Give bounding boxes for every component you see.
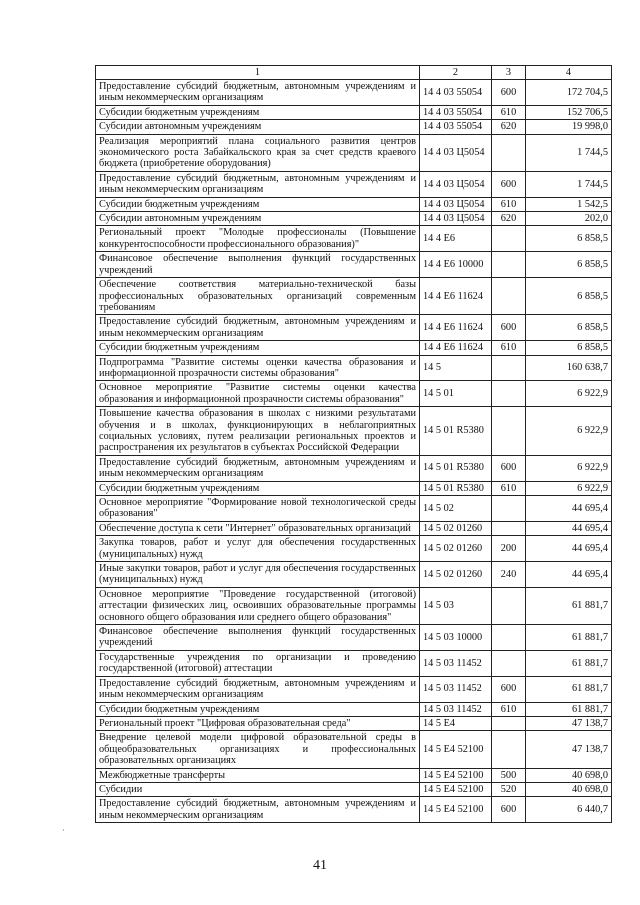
- row-name-cell: Предоставление субсидий бюджетным, автономным учреждениям и иным некоммерческим организациям: [96, 797, 420, 823]
- page-number: 41: [313, 858, 327, 873]
- row-expense-type-cell: [492, 278, 526, 315]
- row-expense-type-cell: [492, 252, 526, 278]
- row-code-cell: 14 5 02 01260: [420, 562, 492, 588]
- table-row: [96, 536, 612, 562]
- row-amount-cell: 61 881,7: [526, 625, 612, 651]
- table-row: [96, 197, 612, 211]
- table-row: [96, 407, 612, 456]
- table-row: [96, 650, 612, 676]
- row-amount-cell: 61 881,7: [526, 702, 612, 716]
- row-expense-type-cell: [492, 587, 526, 624]
- row-name-cell: Основное мероприятие "Проведение государственной (итоговой) аттестации физических лиц, освоивших образовательные программы основного общего образования или среднего общего образования": [96, 587, 420, 624]
- row-expense-type-cell: 610: [492, 197, 526, 211]
- row-code-cell: 14 5 03 10000: [420, 625, 492, 651]
- row-expense-type-cell: 610: [492, 341, 526, 355]
- table-row: [96, 105, 612, 119]
- row-amount-cell: 1 744,5: [526, 134, 612, 171]
- column-header: 4: [526, 66, 612, 80]
- row-name-cell: Субсидии автономным учреждениям: [96, 120, 420, 134]
- row-expense-type-cell: [492, 521, 526, 535]
- row-expense-type-cell: [492, 731, 526, 768]
- budget-table: [95, 65, 612, 823]
- row-name-cell: Иные закупки товаров, работ и услуг для обеспечения государственных (муниципальных) нужд: [96, 562, 420, 588]
- row-expense-type-cell: [492, 625, 526, 651]
- row-amount-cell: 152 706,5: [526, 105, 612, 119]
- table-row: [96, 676, 612, 702]
- table-row: [96, 455, 612, 481]
- row-amount-cell: 6 440,7: [526, 797, 612, 823]
- row-code-cell: 14 5 Е4 52100: [420, 782, 492, 796]
- row-expense-type-cell: 620: [492, 120, 526, 134]
- row-code-cell: 14 4 03 Ц5054: [420, 171, 492, 197]
- row-expense-type-cell: [492, 650, 526, 676]
- row-code-cell: 14 5 Е4 52100: [420, 731, 492, 768]
- row-expense-type-cell: 600: [492, 797, 526, 823]
- row-name-cell: Субсидии автономным учреждениям: [96, 212, 420, 226]
- row-name-cell: Обеспечение соответствия материально-технической базы профессиональных образовательных организаций современным требованиям: [96, 278, 420, 315]
- table-row: [96, 252, 612, 278]
- table-row: [96, 797, 612, 823]
- table-row: [96, 134, 612, 171]
- row-code-cell: 14 5 03 11452: [420, 702, 492, 716]
- row-code-cell: 14 5 03 11452: [420, 676, 492, 702]
- table-row: [96, 521, 612, 535]
- row-name-cell: Финансовое обеспечение выполнения функций государственных учреждений: [96, 252, 420, 278]
- row-name-cell: Предоставление субсидий бюджетным, автономным учреждениям и иным некоммерческим организациям: [96, 315, 420, 341]
- row-amount-cell: 40 698,0: [526, 782, 612, 796]
- row-name-cell: Основное мероприятие "Формирование новой технологической среды образования": [96, 496, 420, 522]
- row-code-cell: 14 5 01: [420, 381, 492, 407]
- row-code-cell: 14 4 03 Ц5054: [420, 212, 492, 226]
- table-row: [96, 587, 612, 624]
- row-expense-type-cell: 600: [492, 455, 526, 481]
- row-code-cell: 14 4 03 55054: [420, 80, 492, 106]
- row-code-cell: 14 5 02: [420, 496, 492, 522]
- row-expense-type-cell: 610: [492, 105, 526, 119]
- table-row: [96, 120, 612, 134]
- row-amount-cell: 6 922,9: [526, 381, 612, 407]
- row-code-cell: 14 5 01 R5380: [420, 455, 492, 481]
- table-row: [96, 171, 612, 197]
- row-expense-type-cell: 620: [492, 212, 526, 226]
- row-name-cell: Субсидии: [96, 782, 420, 796]
- row-amount-cell: 1 542,5: [526, 197, 612, 211]
- column-header: 1: [96, 66, 420, 80]
- table-row: [96, 702, 612, 716]
- table-row: [96, 625, 612, 651]
- row-amount-cell: 61 881,7: [526, 650, 612, 676]
- table-row: [96, 226, 612, 252]
- row-code-cell: 14 4 03 Ц5054: [420, 134, 492, 171]
- table-row: [96, 278, 612, 315]
- table-row: [96, 562, 612, 588]
- row-expense-type-cell: [492, 407, 526, 456]
- row-expense-type-cell: 520: [492, 782, 526, 796]
- row-amount-cell: 6 858,5: [526, 315, 612, 341]
- row-expense-type-cell: [492, 226, 526, 252]
- row-amount-cell: 6 922,9: [526, 407, 612, 456]
- row-amount-cell: 6 858,5: [526, 341, 612, 355]
- row-expense-type-cell: 600: [492, 80, 526, 106]
- row-code-cell: 14 4 Е6 10000: [420, 252, 492, 278]
- row-code-cell: 14 5 02 01260: [420, 536, 492, 562]
- table-row: [96, 731, 612, 768]
- row-expense-type-cell: [492, 355, 526, 381]
- row-name-cell: Закупка товаров, работ и услуг для обеспечения государственных (муниципальных) нужд: [96, 536, 420, 562]
- margin-dot: ·: [62, 826, 65, 835]
- row-name-cell: Предоставление субсидий бюджетным, автономным учреждениям и иным некоммерческим организациям: [96, 676, 420, 702]
- row-code-cell: 14 5 03: [420, 587, 492, 624]
- row-code-cell: 14 5: [420, 355, 492, 381]
- row-name-cell: Обеспечение доступа к сети "Интернет" образовательных организаций: [96, 521, 420, 535]
- row-name-cell: Реализация мероприятий плана социального развития центров экономического роста Забайкальского края за счет средств краевого бюджета (приобретение оборудования): [96, 134, 420, 171]
- table-row: [96, 496, 612, 522]
- row-expense-type-cell: 200: [492, 536, 526, 562]
- row-amount-cell: 6 858,5: [526, 278, 612, 315]
- row-name-cell: Региональный проект "Цифровая образовательная среда": [96, 716, 420, 730]
- row-code-cell: 14 4 03 55054: [420, 105, 492, 119]
- row-amount-cell: 1 744,5: [526, 171, 612, 197]
- row-expense-type-cell: 600: [492, 171, 526, 197]
- row-expense-type-cell: 500: [492, 768, 526, 782]
- row-code-cell: 14 5 02 01260: [420, 521, 492, 535]
- row-name-cell: Субсидии бюджетным учреждениям: [96, 702, 420, 716]
- row-name-cell: Основное мероприятие "Развитие системы оценки качества образования и информационной прозрачности системы образования": [96, 381, 420, 407]
- row-amount-cell: 40 698,0: [526, 768, 612, 782]
- row-amount-cell: 47 138,7: [526, 731, 612, 768]
- row-code-cell: 14 5 Е4 52100: [420, 797, 492, 823]
- row-amount-cell: 19 998,0: [526, 120, 612, 134]
- row-code-cell: 14 4 Е6 11624: [420, 278, 492, 315]
- row-expense-type-cell: 610: [492, 481, 526, 495]
- row-expense-type-cell: [492, 716, 526, 730]
- row-amount-cell: 6 858,5: [526, 226, 612, 252]
- row-name-cell: Предоставление субсидий бюджетным, автономным учреждениям и иным некоммерческим организациям: [96, 455, 420, 481]
- row-code-cell: 14 4 Е6: [420, 226, 492, 252]
- row-amount-cell: 44 695,4: [526, 521, 612, 535]
- table-body: [96, 80, 612, 823]
- row-code-cell: 14 4 Е6 11624: [420, 315, 492, 341]
- row-name-cell: Субсидии бюджетным учреждениям: [96, 481, 420, 495]
- table-row: [96, 315, 612, 341]
- row-code-cell: 14 5 01 R5380: [420, 407, 492, 456]
- row-name-cell: Внедрение целевой модели цифровой образовательной среды в общеобразовательных организациях и профессиональных образовательных организациях: [96, 731, 420, 768]
- table-row: [96, 355, 612, 381]
- row-name-cell: Финансовое обеспечение выполнения функций государственных учреждений: [96, 625, 420, 651]
- table-row: [96, 381, 612, 407]
- column-header: 2: [420, 66, 492, 80]
- row-code-cell: 14 4 03 Ц5054: [420, 197, 492, 211]
- table-row: [96, 782, 612, 796]
- row-name-cell: Предоставление субсидий бюджетным, автономным учреждениям и иным некоммерческим организациям: [96, 80, 420, 106]
- column-header: 3: [492, 66, 526, 80]
- row-amount-cell: 44 695,4: [526, 562, 612, 588]
- row-code-cell: 14 5 01 R5380: [420, 481, 492, 495]
- row-amount-cell: 61 881,7: [526, 587, 612, 624]
- row-code-cell: 14 4 03 55054: [420, 120, 492, 134]
- row-name-cell: Субсидии бюджетным учреждениям: [96, 341, 420, 355]
- row-amount-cell: 44 695,4: [526, 496, 612, 522]
- row-code-cell: 14 4 Е6 11624: [420, 341, 492, 355]
- row-name-cell: Региональный проект "Молодые профессионалы (Повышение конкурентоспособности профессионального образования)": [96, 226, 420, 252]
- row-name-cell: Субсидии бюджетным учреждениям: [96, 105, 420, 119]
- row-code-cell: 14 5 Е4: [420, 716, 492, 730]
- row-amount-cell: 6 922,9: [526, 455, 612, 481]
- row-name-cell: Субсидии бюджетным учреждениям: [96, 197, 420, 211]
- row-amount-cell: 47 138,7: [526, 716, 612, 730]
- row-amount-cell: 202,0: [526, 212, 612, 226]
- row-expense-type-cell: 600: [492, 676, 526, 702]
- row-code-cell: 14 5 Е4 52100: [420, 768, 492, 782]
- row-amount-cell: 160 638,7: [526, 355, 612, 381]
- row-expense-type-cell: 240: [492, 562, 526, 588]
- row-name-cell: Подпрограмма "Развитие системы оценки качества образования и информационной прозрачности системы образования": [96, 355, 420, 381]
- row-name-cell: Государственные учреждения по организации и проведению государственной (итоговой) аттестации: [96, 650, 420, 676]
- row-amount-cell: 172 704,5: [526, 80, 612, 106]
- table-header-row: [96, 66, 612, 80]
- table-row: [96, 768, 612, 782]
- row-amount-cell: 6 858,5: [526, 252, 612, 278]
- row-expense-type-cell: 600: [492, 315, 526, 341]
- row-expense-type-cell: 610: [492, 702, 526, 716]
- row-code-cell: 14 5 03 11452: [420, 650, 492, 676]
- table-row: [96, 481, 612, 495]
- row-amount-cell: 44 695,4: [526, 536, 612, 562]
- row-name-cell: Предоставление субсидий бюджетным, автономным учреждениям и иным некоммерческим организациям: [96, 171, 420, 197]
- table-row: [96, 212, 612, 226]
- table-row: [96, 80, 612, 106]
- row-expense-type-cell: [492, 496, 526, 522]
- table-row: [96, 716, 612, 730]
- row-expense-type-cell: [492, 381, 526, 407]
- table-row: [96, 341, 612, 355]
- row-name-cell: Повышение качества образования в школах с низкими результатами обучения и в школах, функционирующих в неблагоприятных социальных условиях, путем реализации региональных проектов и распространения их результатов в субъектах Российской Федерации: [96, 407, 420, 456]
- row-amount-cell: 61 881,7: [526, 676, 612, 702]
- row-amount-cell: 6 922,9: [526, 481, 612, 495]
- row-expense-type-cell: [492, 134, 526, 171]
- row-name-cell: Межбюджетные трансферты: [96, 768, 420, 782]
